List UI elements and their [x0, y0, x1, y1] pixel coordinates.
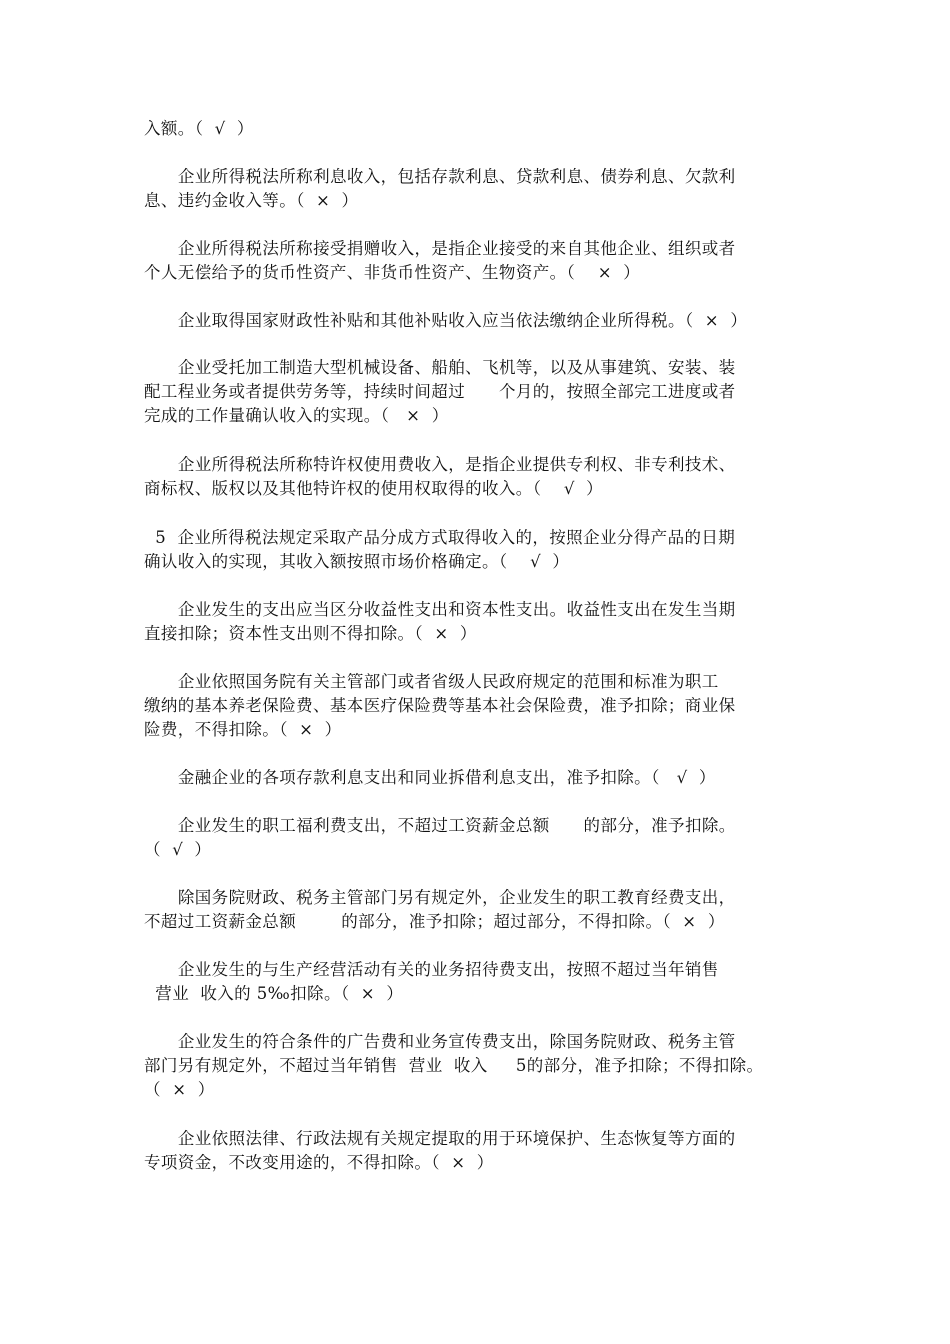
text-line: 企业依照法律、行政法规有关规定提取的用于环境保护、生态恢复等方面的 [144, 1129, 736, 1148]
text-line: （ √ ） [144, 840, 212, 859]
text-line: 不超过工资薪金总额 的部分，准予扣除；超过部分，不得扣除。（ × ） [144, 912, 725, 931]
text-line: 部门另有规定外，不超过当年销售 营业 收入 5的部分，准予扣除；不得扣除。 [144, 1056, 764, 1075]
paragraph-13 [144, 958, 814, 1006]
text-line: 个人无偿给予的货币性资产、非货币性资产、生物资产。（ × ） [144, 263, 641, 282]
text-line: 企业发生的符合条件的广告费和业务宣传费支出，除国务院财政、税务主管 [144, 1032, 736, 1051]
paragraph-6 [144, 453, 814, 501]
text-line: 息、违约金收入等。（ × ） [144, 191, 359, 210]
paragraph-11 [144, 814, 814, 862]
text-line: 企业发生的支出应当区分收益性支出和资本性支出。收益性支出在发生当期 [144, 600, 736, 619]
paragraph-12 [144, 886, 814, 934]
paragraph-15 [144, 1127, 814, 1175]
text-line: 完成的工作量确认收入的实现。（ × ） [144, 406, 449, 425]
text-line: 除国务院财政、税务主管部门另有规定外，企业发生的职工教育经费支出， [144, 888, 736, 907]
paragraph-8 [144, 598, 814, 646]
text-line: 企业取得国家财政性补贴和其他补贴收入应当依法缴纳企业所得税。（ × ） [144, 311, 748, 330]
text-line: 配工程业务或者提供劳务等，持续时间超过 个月的，按照全部完工进度或者 [144, 382, 736, 401]
text-line: 确认收入的实现，其收入额按照市场价格确定。（ √ ） [144, 552, 570, 571]
text-line: 金融企业的各项存款利息支出和同业拆借利息支出，准予扣除。（ √ ） [144, 768, 716, 787]
paragraph-9 [144, 670, 814, 742]
text-line: 商标权、版权以及其他特许权的使用权取得的收入。（ √ ） [144, 479, 604, 498]
paragraph-1 [144, 117, 814, 141]
paragraph-4 [144, 309, 814, 333]
text-line: 入额。（ √ ） [144, 119, 254, 138]
text-line: 企业受托加工制造大型机械设备、船舶、飞机等，以及从事建筑、安装、装 [144, 358, 736, 377]
text-line: 企业发生的职工福利费支出，不超过工资薪金总额 的部分，准予扣除。 [144, 816, 736, 835]
paragraph-7 [144, 526, 814, 574]
text-line: （ × ） [144, 1080, 215, 1099]
paragraph-2 [144, 165, 814, 213]
text-line: 企业所得税法所称接受捐赠收入，是指企业接受的来自其他企业、组织或者 [144, 239, 736, 258]
paragraph-10 [144, 766, 814, 790]
text-line: 缴纳的基本养老保险费、基本医疗保险费等基本社会保险费，准予扣除；商业保 [144, 696, 736, 715]
text-line: 企业发生的与生产经营活动有关的业务招待费支出，按照不超过当年销售 [144, 960, 719, 979]
text-line: 5 企业所得税法规定采取产品分成方式取得收入的，按照企业分得产品的日期 [144, 528, 736, 547]
text-line: 企业所得税法所称特许权使用费收入，是指企业提供专利权、非专利技术、 [144, 455, 736, 474]
text-line: 险费，不得扣除。（ × ） [144, 720, 342, 739]
paragraph-3 [144, 237, 814, 285]
text-line: 营业 收入的 5‰扣除。（ × ） [144, 984, 404, 1003]
text-line: 企业依照国务院有关主管部门或者省级人民政府规定的范围和标准为职工 [144, 672, 719, 691]
text-line: 企业所得税法所称利息收入，包括存款利息、贷款利息、债券利息、欠款利 [144, 167, 736, 186]
text-line: 专项资金，不改变用途的，不得扣除。（ × ） [144, 1153, 494, 1172]
paragraph-14 [144, 1030, 814, 1102]
paragraph-5 [144, 356, 814, 428]
text-line: 直接扣除；资本性支出则不得扣除。（ × ） [144, 624, 477, 643]
